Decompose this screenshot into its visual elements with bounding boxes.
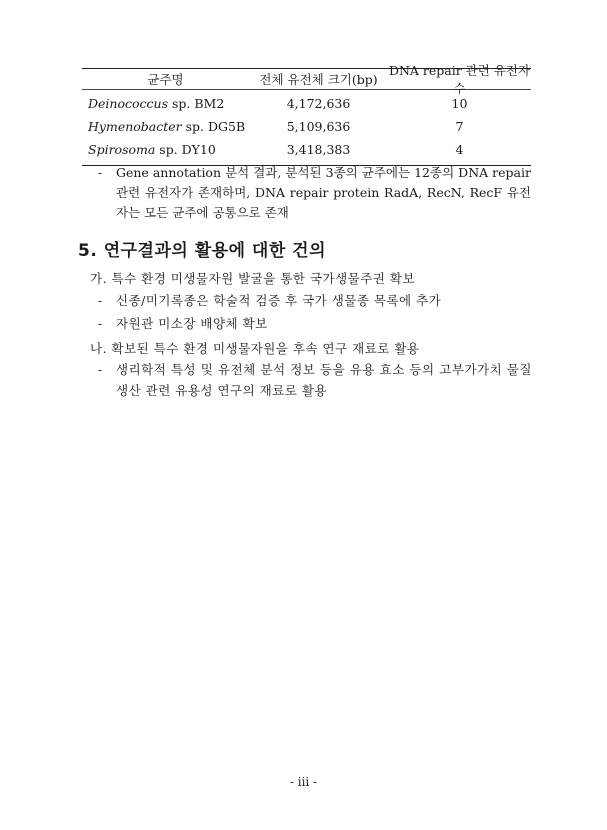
subsection-b: 나. 확보된 특수 환경 미생물자원을 후속 연구 재료로 활용	[90, 341, 420, 356]
page-number: - iii -	[289, 775, 318, 789]
table-row	[82, 138, 531, 161]
list-item: - 신종/미기록종은 학술적 검증 후 국가 생물종 목록에 추가	[98, 293, 442, 308]
genome-size: 4,172,636	[286, 96, 351, 111]
header-repair-genes: DNA repair 관련 유전자 수	[388, 63, 531, 96]
repair-gene-count: 4	[455, 142, 464, 157]
dash-marker: -	[98, 165, 103, 180]
subsection-a: 가. 특수 환경 미생물자원 발굴을 통한 국가생물주권 확보	[90, 271, 416, 286]
strain-name: Spirosoma sp. DY10	[88, 142, 216, 157]
list-item: - 자원관 미소장 배양체 확보	[98, 316, 268, 331]
annotation-summary	[98, 163, 531, 223]
table-header	[82, 63, 531, 96]
repair-gene-count: 10	[451, 96, 468, 111]
summary-text: Gene annotation 분석 결과, 분석된 3종의 균주에는 12종의 DNA repair 관련 유전자가 존재하며, DNA repair protein RadA, RecN, RecF 유전자는 모든 균주에 공통으로 존재	[116, 165, 531, 220]
genome-size: 5,109,636	[286, 119, 351, 134]
repair-gene-count: 7	[455, 119, 464, 134]
genome-table	[82, 63, 531, 166]
header-genome-size: 전체 유전체 크기(bp)	[259, 72, 378, 87]
list-item: - 생리학적 특성 및 유전체 분석 정보 등을 유용 효소 등의 고부가가치 물질 생산 관련 유용성 연구의 재료로 활용	[98, 362, 532, 398]
table-row	[82, 115, 531, 138]
strain-name: Hymenobacter sp. DG5B	[88, 119, 246, 134]
strain-name: Deinococcus sp. BM2	[88, 96, 225, 111]
header-strain: 균주명	[147, 72, 184, 87]
table-row	[82, 92, 531, 115]
genome-size: 3,418,383	[286, 142, 351, 157]
section-heading: 5. 연구결과의 활용에 대한 건의	[78, 241, 327, 261]
